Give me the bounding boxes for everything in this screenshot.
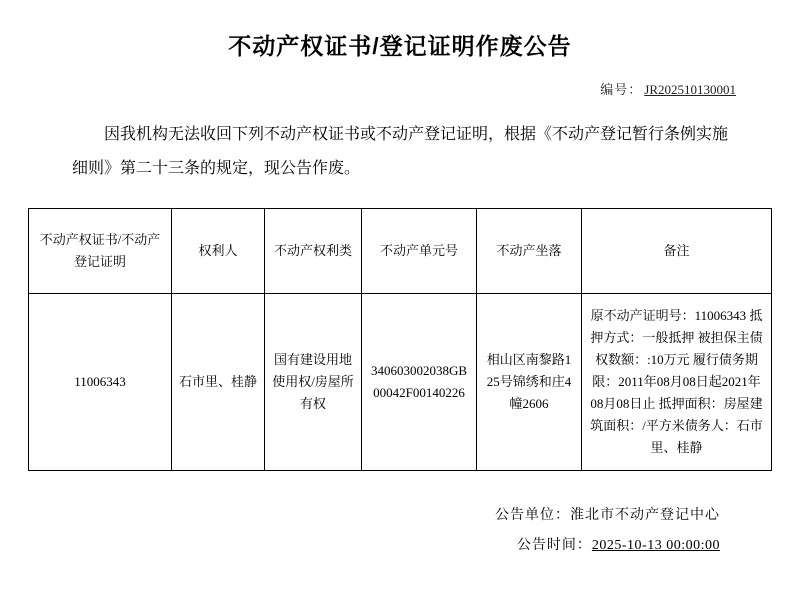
header-right-holder: 权利人: [172, 209, 265, 294]
footer-unit-value: 淮北市不动产登记中心: [570, 508, 720, 523]
cell-location: 相山区南黎路125号锦绣和庄4幢2606: [477, 294, 582, 471]
table-row: [29, 294, 772, 471]
table-header-row: [29, 209, 772, 294]
footer-time: [28, 531, 720, 561]
footer-time-value: 2025-10-13 00:00:00: [591, 538, 720, 553]
footer: [28, 501, 772, 561]
cell-right-type: 国有建设用地使用权/房屋所有权: [265, 294, 362, 471]
header-location: 不动产坐落: [477, 209, 582, 294]
code-value: JR202510130001: [644, 82, 736, 97]
header-unit-no: 不动产单元号: [362, 209, 477, 294]
header-right-type: 不动产权利类: [265, 209, 362, 294]
code-row: [28, 79, 772, 98]
body-paragraph: [28, 118, 772, 186]
cell-right-holder: 石市里、桂静: [172, 294, 265, 471]
announcement-page: [0, 28, 800, 592]
page-title: 不动产权证书/登记证明作废公告: [228, 33, 572, 59]
header-remark: 备注: [582, 209, 772, 294]
code-label: 编号：: [600, 82, 643, 97]
footer-time-label: 公告时间：: [516, 538, 592, 553]
header-certificate-no: 不动产权证书/不动产登记证明: [29, 209, 172, 294]
cell-remark: 原不动产证明号：11006343 抵押方式：一般抵押 被担保主债权数额：:10万元 履行债务期限：2011年08月08日起2021年08月08日止 抵押面积：房屋建筑面积：/平方米债务人：石市里、桂静: [582, 294, 772, 471]
paragraph-text: 因我机构无法收回下列不动产权证书或不动产登记证明，根据《不动产登记暂行条例实施细则》第二十三条的规定，现公告作废。: [72, 126, 729, 177]
cell-unit-no: 340603002038GB00042F00140226: [362, 294, 477, 471]
table-head: [29, 209, 772, 294]
footer-unit: [28, 501, 720, 531]
footer-unit-label: 公告单位：: [495, 508, 570, 523]
cell-certificate-no: 11006343: [29, 294, 172, 471]
certificate-table: [28, 208, 772, 471]
table-body: [29, 294, 772, 471]
